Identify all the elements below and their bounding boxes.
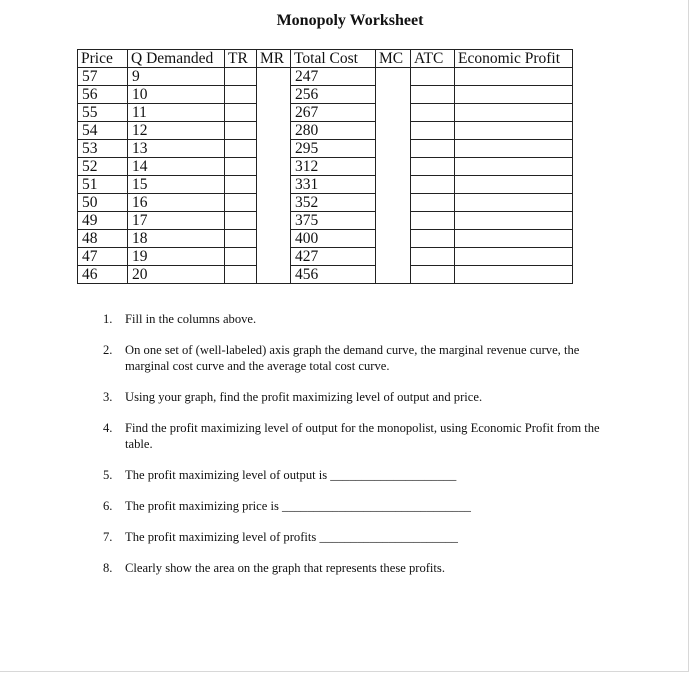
cell-mc[interactable] bbox=[376, 140, 411, 158]
cell-price: 53 bbox=[78, 140, 128, 158]
cell-price: 57 bbox=[78, 68, 128, 86]
cell-mr[interactable] bbox=[257, 194, 291, 212]
cell-tr[interactable] bbox=[225, 158, 257, 176]
cell-mr[interactable] bbox=[257, 230, 291, 248]
cell-mr[interactable] bbox=[257, 86, 291, 104]
cell-total-cost: 427 bbox=[291, 248, 376, 266]
cell-total-cost: 280 bbox=[291, 122, 376, 140]
question-number: 7. bbox=[103, 530, 113, 544]
table-row bbox=[78, 68, 573, 86]
cell-mr[interactable] bbox=[257, 140, 291, 158]
cell-mc[interactable] bbox=[376, 248, 411, 266]
cell-mr[interactable] bbox=[257, 212, 291, 230]
cell-economic-profit[interactable] bbox=[455, 86, 573, 104]
cell-q-demanded: 16 bbox=[128, 194, 225, 212]
cell-tr[interactable] bbox=[225, 230, 257, 248]
cell-price: 48 bbox=[78, 230, 128, 248]
header-q-demanded: Q Demanded bbox=[128, 50, 225, 68]
table-header-row bbox=[78, 50, 573, 68]
question-number: 3. bbox=[103, 390, 113, 404]
cell-mr[interactable] bbox=[257, 248, 291, 266]
question-item bbox=[103, 311, 603, 327]
table-row bbox=[78, 158, 573, 176]
cell-economic-profit[interactable] bbox=[455, 248, 573, 266]
question-item bbox=[103, 420, 603, 452]
cell-price: 52 bbox=[78, 158, 128, 176]
cell-atc[interactable] bbox=[411, 212, 455, 230]
cell-mc[interactable] bbox=[376, 122, 411, 140]
cell-q-demanded: 20 bbox=[128, 266, 225, 284]
cell-total-cost: 256 bbox=[291, 86, 376, 104]
cell-atc[interactable] bbox=[411, 122, 455, 140]
cell-mr[interactable] bbox=[257, 176, 291, 194]
cell-q-demanded: 9 bbox=[128, 68, 225, 86]
table-row bbox=[78, 212, 573, 230]
question-text: Clearly show the area on the graph that represents these profits. bbox=[125, 561, 445, 575]
cell-economic-profit[interactable] bbox=[455, 140, 573, 158]
header-tr: TR bbox=[225, 50, 257, 68]
cell-total-cost: 312 bbox=[291, 158, 376, 176]
question-item bbox=[103, 498, 603, 514]
table-row bbox=[78, 266, 573, 284]
question-number: 4. bbox=[103, 421, 113, 435]
table-row bbox=[78, 248, 573, 266]
cell-atc[interactable] bbox=[411, 248, 455, 266]
cell-mc[interactable] bbox=[376, 212, 411, 230]
cell-tr[interactable] bbox=[225, 140, 257, 158]
cell-price: 51 bbox=[78, 176, 128, 194]
table-row bbox=[78, 86, 573, 104]
cell-economic-profit[interactable] bbox=[455, 230, 573, 248]
cell-q-demanded: 12 bbox=[128, 122, 225, 140]
cell-price: 47 bbox=[78, 248, 128, 266]
table-body bbox=[78, 68, 573, 284]
question-text: The profit maximizing price is ______________________________ bbox=[125, 499, 471, 513]
cell-atc[interactable] bbox=[411, 158, 455, 176]
cell-tr[interactable] bbox=[225, 266, 257, 284]
cell-economic-profit[interactable] bbox=[455, 266, 573, 284]
cell-q-demanded: 13 bbox=[128, 140, 225, 158]
cell-atc[interactable] bbox=[411, 104, 455, 122]
table-row bbox=[78, 176, 573, 194]
table-row bbox=[78, 194, 573, 212]
cell-q-demanded: 14 bbox=[128, 158, 225, 176]
worksheet-title: Monopoly Worksheet bbox=[276, 12, 424, 29]
cell-price: 49 bbox=[78, 212, 128, 230]
question-number: 5. bbox=[103, 468, 113, 482]
cell-q-demanded: 17 bbox=[128, 212, 225, 230]
table-row bbox=[78, 140, 573, 158]
cell-economic-profit[interactable] bbox=[455, 104, 573, 122]
table-row bbox=[78, 230, 573, 248]
cell-tr[interactable] bbox=[225, 248, 257, 266]
cell-atc[interactable] bbox=[411, 176, 455, 194]
cell-mr[interactable] bbox=[257, 158, 291, 176]
question-list bbox=[103, 311, 603, 576]
header-mr: MR bbox=[257, 50, 291, 68]
cell-economic-profit[interactable] bbox=[455, 176, 573, 194]
question-item bbox=[103, 389, 603, 405]
cell-mc[interactable] bbox=[376, 230, 411, 248]
table-row bbox=[78, 122, 573, 140]
cell-tr[interactable] bbox=[225, 194, 257, 212]
cell-tr[interactable] bbox=[225, 86, 257, 104]
cell-mc[interactable] bbox=[376, 86, 411, 104]
question-text: Fill in the columns above. bbox=[125, 312, 257, 326]
cell-total-cost: 352 bbox=[291, 194, 376, 212]
cell-mc[interactable] bbox=[376, 176, 411, 194]
question-number: 2. bbox=[103, 343, 113, 357]
cell-total-cost: 295 bbox=[291, 140, 376, 158]
cell-total-cost: 456 bbox=[291, 266, 376, 284]
header-mc: MC bbox=[376, 50, 411, 68]
question-item bbox=[103, 560, 603, 576]
table-row bbox=[78, 104, 573, 122]
cell-total-cost: 375 bbox=[291, 212, 376, 230]
cell-q-demanded: 15 bbox=[128, 176, 225, 194]
cell-tr[interactable] bbox=[225, 122, 257, 140]
question-text: Find the profit maximizing level of output for the monopolist, using Economic Profit from the table. bbox=[125, 421, 600, 451]
question-item bbox=[103, 342, 603, 374]
cell-q-demanded: 11 bbox=[128, 104, 225, 122]
cell-mc[interactable] bbox=[376, 158, 411, 176]
cell-total-cost: 267 bbox=[291, 104, 376, 122]
question-number: 1. bbox=[103, 312, 113, 326]
cell-mr[interactable] bbox=[257, 104, 291, 122]
cell-mc[interactable] bbox=[376, 266, 411, 284]
question-item bbox=[103, 467, 603, 483]
cell-mc[interactable] bbox=[376, 104, 411, 122]
question-text: The profit maximizing level of output is ____________________ bbox=[125, 468, 457, 482]
cell-price: 55 bbox=[78, 104, 128, 122]
header-total-cost: Total Cost bbox=[291, 50, 376, 68]
cell-economic-profit[interactable] bbox=[455, 158, 573, 176]
question-number: 6. bbox=[103, 499, 113, 513]
cell-tr[interactable] bbox=[225, 104, 257, 122]
cell-mr[interactable] bbox=[257, 122, 291, 140]
cell-atc[interactable] bbox=[411, 266, 455, 284]
header-atc: ATC bbox=[411, 50, 455, 68]
cell-atc[interactable] bbox=[411, 230, 455, 248]
question-item bbox=[103, 529, 603, 545]
question-text: The profit maximizing level of profits ______________________ bbox=[125, 530, 458, 544]
worksheet-table bbox=[77, 49, 573, 284]
cell-price: 50 bbox=[78, 194, 128, 212]
cell-total-cost: 247 bbox=[291, 68, 376, 86]
cell-mr[interactable] bbox=[257, 266, 291, 284]
cell-atc[interactable] bbox=[411, 140, 455, 158]
cell-q-demanded: 19 bbox=[128, 248, 225, 266]
cell-economic-profit[interactable] bbox=[455, 122, 573, 140]
cell-tr[interactable] bbox=[225, 176, 257, 194]
cell-atc[interactable] bbox=[411, 194, 455, 212]
cell-atc[interactable] bbox=[411, 68, 455, 86]
cell-q-demanded: 18 bbox=[128, 230, 225, 248]
header-price: Price bbox=[78, 50, 128, 68]
cell-tr[interactable] bbox=[225, 68, 257, 86]
cell-tr[interactable] bbox=[225, 212, 257, 230]
cell-total-cost: 331 bbox=[291, 176, 376, 194]
cell-price: 54 bbox=[78, 122, 128, 140]
question-number: 8. bbox=[103, 561, 113, 575]
cell-total-cost: 400 bbox=[291, 230, 376, 248]
cell-economic-profit[interactable] bbox=[455, 68, 573, 86]
cell-economic-profit[interactable] bbox=[455, 194, 573, 212]
question-text: On one set of (well-labeled) axis graph the demand curve, the marginal revenue curve, the marginal cost curve and the average total cost curve. bbox=[125, 343, 580, 373]
question-text: Using your graph, find the profit maximizing level of output and price. bbox=[125, 390, 483, 404]
cell-mr[interactable] bbox=[257, 68, 291, 86]
cell-mc[interactable] bbox=[376, 68, 411, 86]
cell-price: 46 bbox=[78, 266, 128, 284]
cell-price: 56 bbox=[78, 86, 128, 104]
cell-q-demanded: 10 bbox=[128, 86, 225, 104]
cell-economic-profit[interactable] bbox=[455, 212, 573, 230]
cell-atc[interactable] bbox=[411, 86, 455, 104]
header-economic-profit: Economic Profit bbox=[455, 50, 573, 68]
cell-mc[interactable] bbox=[376, 194, 411, 212]
